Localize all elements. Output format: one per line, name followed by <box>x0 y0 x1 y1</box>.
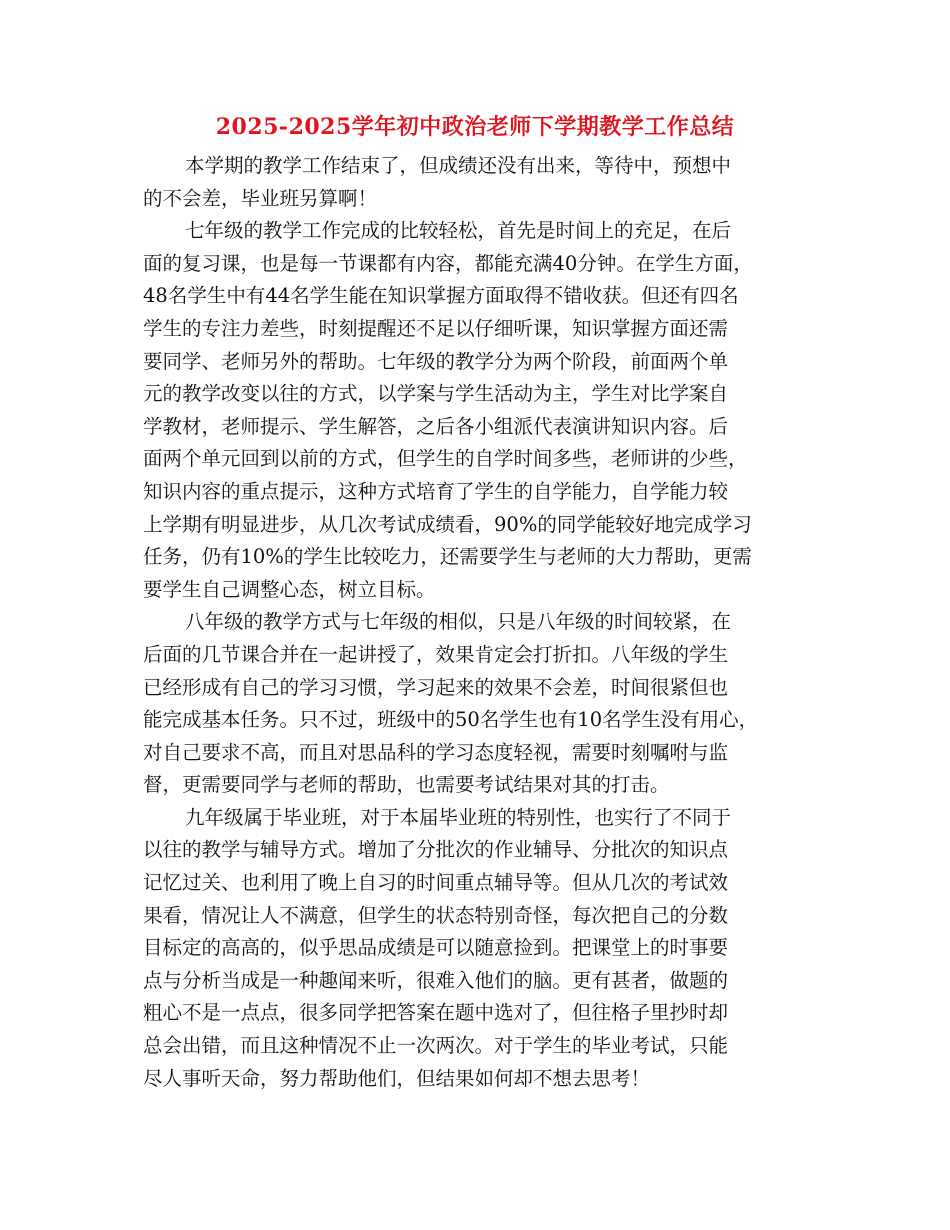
paragraph-2 <box>143 215 813 606</box>
paragraph-line: 粗心不是一点点，很多同学把答案在题中选对了，但往格子里抄时却 <box>143 1001 729 1025</box>
paragraph-line: 能完成基本任务。只不过，班级中的50名学生也有10名学生没有用心， <box>143 708 759 732</box>
paragraph-line: 已经形成有自己的学习习惯，学习起来的效果不会差，时间很紧但也 <box>143 675 729 699</box>
paragraph-line: 本学期的教学工作结束了，但成绩还没有出来，等待中，预想中 <box>185 154 732 177</box>
paragraph-1 <box>143 150 813 215</box>
document-title: 2025-2025学年初中政治老师下学期教学工作总结 <box>215 114 735 140</box>
paragraph-line: 对自己要求不高，而且对思品科的学习态度轻视，需要时刻嘱咐与监 <box>143 740 729 764</box>
paragraph-line: 七年级的教学工作完成的比较轻松，首先是时间上的充足，在后 <box>185 219 732 243</box>
paragraph-line: 知识内容的重点提示，这种方式培育了学生的自学能力，自学能力较 <box>143 479 729 503</box>
paragraph-line: 果看，情况让人不满意，但学生的状态特别奇怪，每次把自己的分数 <box>143 903 729 927</box>
paragraph-line: 学教材，老师提示、学生解答，之后各小组派代表演讲知识内容。后 <box>143 414 729 438</box>
paragraph-line: 元的教学改变以往的方式，以学案与学生活动为主，学生对比学案自 <box>143 382 729 406</box>
paragraph-line: 督，更需要同学与老师的帮助，也需要考试结果对其的打击。 <box>143 773 670 797</box>
paragraph-line: 的不会差，毕业班另算啊！ <box>143 186 378 210</box>
document-body <box>143 150 813 1095</box>
paragraph-line: 总会出错，而且这种情况不止一次两次。对于学生的毕业考试，只能 <box>143 1034 729 1058</box>
paragraph-line: 任务，仍有10%的学生比较吃力，还需要学生与老师的大力帮助，更需 <box>143 545 752 569</box>
paragraph-line: 九年级属于毕业班，对于本届毕业班的特别性，也实行了不同于 <box>185 805 732 829</box>
paragraph-line: 以往的教学与辅导方式。增加了分批次的作业辅导、分批次的知识点 <box>143 838 729 862</box>
paragraph-4 <box>143 802 813 1095</box>
paragraph-line: 48名学生中有44名学生能在知识掌握方面取得不错收获。但还有四名 <box>143 284 739 308</box>
paragraph-line: 八年级的教学方式与七年级的相似，只是八年级的时间较紧，在 <box>185 610 732 634</box>
paragraph-line: 后面的几节课合并在一起讲授了，效果肯定会打折扣。八年级的学生 <box>143 642 729 666</box>
paragraph-3 <box>143 606 813 802</box>
paragraph-line: 要同学、老师另外的帮助。七年级的教学分为两个阶段，前面两个单 <box>143 349 729 373</box>
paragraph-line: 面两个单元回到以前的方式，但学生的自学时间多些，老师讲的少些， <box>143 447 748 471</box>
paragraph-line: 点与分析当成是一种趣闻来听，很难入他们的脑。更有甚者，做题的 <box>143 968 729 992</box>
paragraph-line: 上学期有明显进步，从几次考试成绩看，90%的同学能较好地完成学习 <box>143 512 752 536</box>
paragraph-line: 学生的专注力差些，时刻提醒还不足以仔细听课，知识掌握方面还需 <box>143 316 729 340</box>
paragraph-line: 面的复习课，也是每一节课都有内容，都能充满40分钟。在学生方面， <box>143 251 753 275</box>
paragraph-line: 要学生自己调整心态，树立目标。 <box>143 577 436 601</box>
paragraph-line: 尽人事听天命，努力帮助他们，但结果如何却不想去思考！ <box>143 1066 651 1090</box>
paragraph-line: 记忆过关、也利用了晚上自习的时间重点辅导等。但从几次的考试效 <box>143 871 729 895</box>
paragraph-line: 目标定的高高的，似乎思品成绩是可以随意捡到。把课堂上的时事要 <box>143 936 729 960</box>
